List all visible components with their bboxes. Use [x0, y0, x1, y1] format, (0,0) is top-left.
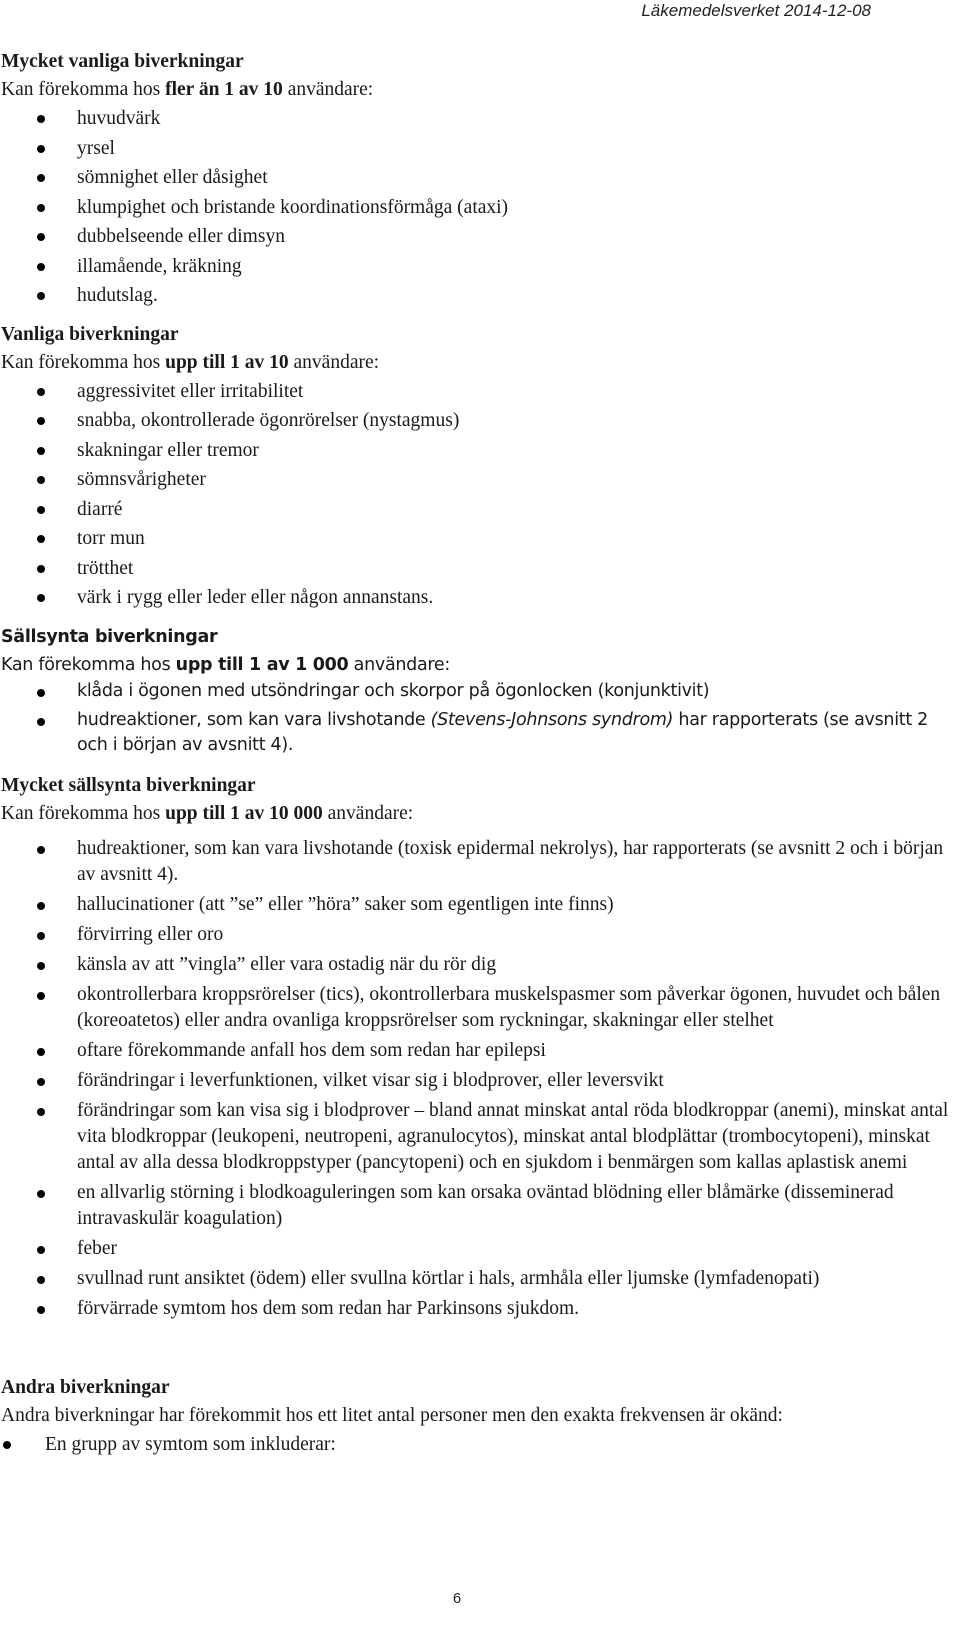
bullet-icon [37, 233, 45, 241]
list-item-text: torr mun [77, 528, 145, 549]
section-title: Mycket vanliga biverkningar [1, 51, 244, 72]
list-item-text: förvirring eller oro [77, 923, 224, 945]
list-item-text: hudreaktioner, som kan vara livshotande [77, 709, 431, 730]
document-header: Läkemedelsverket 2014-12-08 [641, 1, 871, 20]
list-item [1, 252, 959, 282]
intro-text: Kan förekomma hos [1, 351, 166, 373]
list-item [1, 163, 959, 193]
bullet-icon [37, 1048, 45, 1056]
intro-frequency: upp till 1 av 10 [165, 351, 289, 373]
list-item [1, 892, 959, 918]
section-title: Andra biverkningar [1, 1376, 170, 1398]
side-effect-list [1, 104, 959, 311]
section-title: Sällsynta biverkningar [1, 626, 218, 647]
intro-frequency: upp till 1 av 1 000 [175, 654, 349, 675]
list-item-text: trötthet [77, 557, 134, 579]
intro-text: Kan förekomma hos [1, 802, 166, 824]
list-item-text: klåda i ögonen med utsöndringar och skorpor på ögonlocken (konjunktivit) [77, 680, 710, 701]
list-item-text: förändringar som kan visa sig i blodprover – bland annat minskat antal röda blodkroppar (anemi), minskat antal vita blodkroppar (leukopeni, neutropeni, agranulocytos), minskat antal blodplättar (trombocytopeni), minskat antal av alla dessa blodkroppstyper (pancytopeni) och en sjukdom i benmärgen som kallas aplastisk anemi [77, 1099, 949, 1173]
list-item [1, 406, 959, 436]
list-item-text: huvudvärk [77, 108, 161, 129]
list-item [1, 134, 959, 164]
bullet-icon [37, 1108, 45, 1116]
list-item-text: illamående, kräkning [77, 255, 242, 277]
list-item [1, 1180, 959, 1232]
bullet-icon [37, 689, 45, 697]
bullet-icon [37, 535, 45, 543]
list-item-text: sömnighet eller dåsighet [77, 167, 268, 188]
intro-text: Kan förekomma hos [1, 654, 176, 675]
list-item [1, 1098, 959, 1176]
list-item [1, 495, 959, 525]
list-item [1, 583, 959, 613]
bullet-icon [37, 417, 45, 425]
bullet-icon [37, 1306, 45, 1314]
frequency-intro: Andra biverkningar har förekommit hos ett litet antal personer men den exakta frekvensen är okänd: [1, 1404, 783, 1426]
list-item [1, 554, 959, 584]
list-item [1, 836, 959, 888]
syndrome-name: (Stevens-Johnsons syndrom) [430, 709, 674, 730]
bullet-icon [37, 292, 45, 300]
bullet-icon [37, 447, 45, 455]
bullet-icon [37, 992, 45, 1000]
side-effect-list [1, 836, 959, 1322]
bullet-icon [37, 962, 45, 970]
section-title: Mycket sällsynta biverkningar [1, 774, 256, 796]
section-very-rare [1, 772, 959, 1322]
list-item [1, 281, 959, 311]
list-item-text-end: har rapporterats (se avsnitt 2 och i början av avsnitt 4). [77, 709, 928, 755]
list-item-text: en allvarlig störning i blodkoaguleringen som kan orsaka oväntad blödning eller blåmärke (disseminerad intravaskulär koagulation) [77, 1181, 894, 1229]
list-item [1, 1068, 959, 1094]
list-item-text: aggressivitet eller irritabilitet [77, 380, 304, 402]
frequency-intro [1, 800, 959, 828]
list-item-text: En grupp av symtom som inkluderar: [45, 1433, 336, 1455]
list-item [1, 436, 959, 466]
list-item-text: hudutslag. [77, 285, 158, 306]
section-very-common [1, 48, 959, 311]
list-item [1, 1430, 959, 1460]
section-other [1, 1374, 959, 1460]
bullet-icon [37, 388, 45, 396]
list-item-text: sömnsvårigheter [77, 469, 206, 490]
list-item-text: yrsel [77, 137, 115, 159]
frequency-intro [1, 349, 959, 377]
side-effect-list [1, 1430, 959, 1460]
bullet-icon [37, 145, 45, 153]
intro-text-end: användare: [282, 79, 374, 100]
list-item-text: hudreaktioner, som kan vara livshotande (toxisk epidermal nekrolys), har rapporterats (se avsnitt 2 och i början av avsnitt 4). [77, 837, 944, 885]
list-item-text: värk i rygg eller leder eller någon annanstans. [77, 587, 434, 608]
bullet-icon [37, 1078, 45, 1086]
bullet-icon [37, 718, 45, 726]
bullet-icon [37, 506, 45, 514]
intro-text: Kan förekomma hos [1, 79, 166, 100]
frequency-intro [1, 76, 959, 104]
list-item [1, 982, 959, 1034]
intro-frequency: fler än 1 av 10 [165, 79, 283, 100]
list-item [1, 1296, 959, 1322]
page-number: 6 [452, 1590, 462, 1607]
list-item-text: känsla av att ”vingla” eller vara ostadig när du rör dig [77, 953, 497, 975]
list-item [1, 193, 959, 223]
list-item [1, 952, 959, 978]
list-item-text: diarré [77, 498, 123, 520]
list-item [1, 377, 959, 407]
list-item [1, 465, 959, 495]
bullet-icon [37, 1190, 45, 1198]
bullet-icon [37, 932, 45, 940]
list-item [1, 104, 959, 134]
intro-frequency: upp till 1 av 10 000 [165, 802, 323, 824]
list-item [1, 1266, 959, 1292]
bullet-icon [37, 1246, 45, 1254]
bullet-icon [37, 263, 45, 271]
frequency-intro [1, 651, 959, 679]
bullet-icon [37, 476, 45, 484]
list-item-text: okontrollerbara kroppsrörelser (tics), okontrollerbara muskelspasmer som påverkar ögonen, huvudet och bålen (koreoatetos) eller andra ovanliga kroppsrörelser som ryckningar, skakningar eller stelhet [77, 983, 941, 1031]
list-item [1, 922, 959, 948]
list-item-text: snabba, okontrollerade ögonrörelser (nystagmus) [77, 410, 460, 431]
list-item [1, 708, 959, 758]
document-body [1, 48, 959, 1459]
bullet-icon [37, 174, 45, 182]
intro-text-end: användare: [288, 351, 380, 373]
bullet-icon [37, 565, 45, 573]
bullet-icon [37, 204, 45, 212]
bullet-icon [3, 1441, 11, 1449]
intro-text-end: användare: [322, 802, 414, 824]
list-item-text: dubbelseende eller dimsyn [77, 226, 285, 247]
list-item-text: skakningar eller tremor [77, 439, 259, 461]
list-item-text: förändringar i leverfunktionen, vilket visar sig i blodprover, eller leversvikt [77, 1069, 664, 1091]
side-effect-list [1, 679, 959, 758]
list-item-text: oftare förekommande anfall hos dem som redan har epilepsi [77, 1039, 546, 1061]
list-item [1, 1236, 959, 1262]
side-effect-list [1, 377, 959, 613]
bullet-icon [37, 1276, 45, 1284]
list-item [1, 679, 959, 704]
list-item-text: svullnad runt ansiktet (ödem) eller svullna körtlar i hals, armhåla eller ljumske (lymfadenopati) [77, 1267, 820, 1289]
list-item [1, 1038, 959, 1064]
section-title: Vanliga biverkningar [1, 323, 179, 345]
bullet-icon [37, 902, 45, 910]
list-item [1, 524, 959, 554]
list-item-text: klumpighet och bristande koordinationsförmåga (ataxi) [77, 196, 509, 218]
list-item-text: förvärrade symtom hos dem som redan har Parkinsons sjukdom. [77, 1297, 580, 1319]
intro-text-end: användare: [348, 654, 450, 675]
list-item-text: feber [77, 1237, 118, 1259]
section-common [1, 321, 959, 613]
bullet-icon [37, 846, 45, 854]
bullet-icon [37, 594, 45, 602]
section-rare [1, 623, 959, 758]
list-item-text: hallucinationer (att ”se” eller ”höra” saker som egentligen inte finns) [77, 893, 614, 915]
bullet-icon [37, 115, 45, 123]
list-item [1, 222, 959, 252]
